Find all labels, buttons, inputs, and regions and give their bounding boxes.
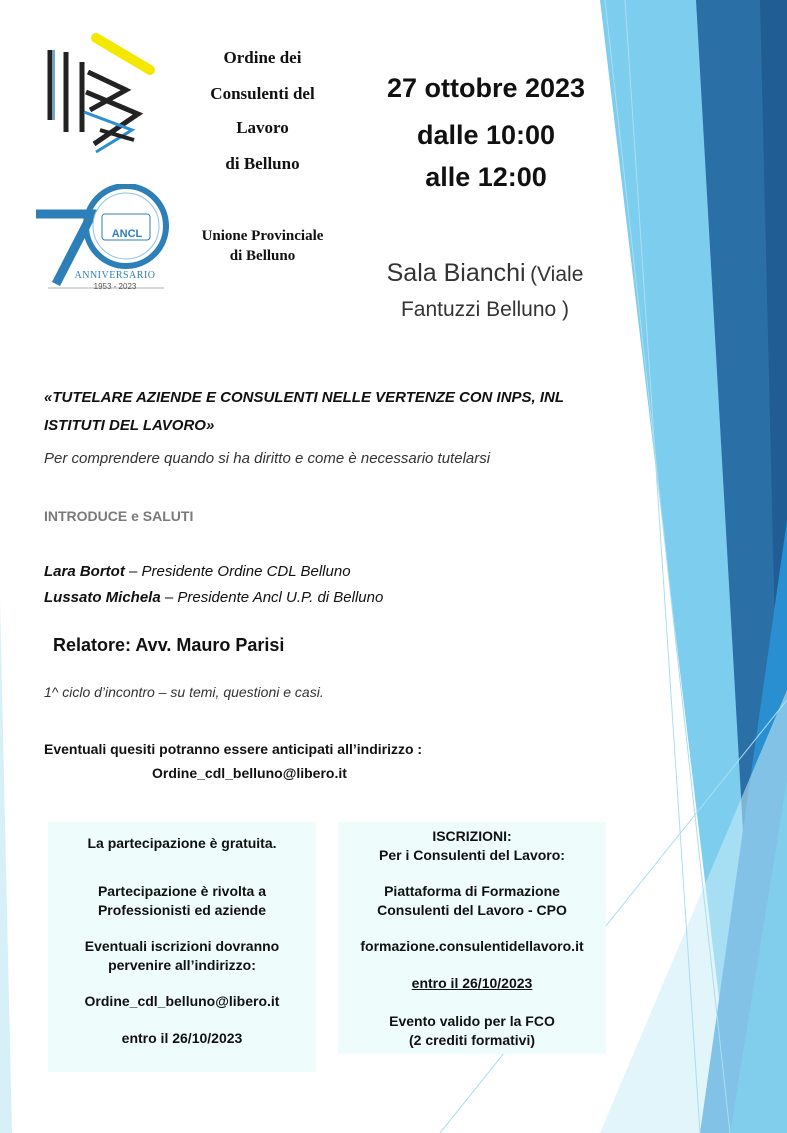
- box-left-line-5: pervenire all’indirizzo:: [108, 957, 256, 973]
- venue-line-2: Fantuzzi Belluno ): [400, 298, 570, 321]
- box-left-line-2: Partecipazione è rivolta a: [97, 883, 267, 899]
- box-right-line-3: Piattaforma di Formazione: [384, 883, 560, 899]
- box-left-line-4: Eventuali iscrizioni dovranno: [84, 938, 280, 954]
- box-right-line-1: ISCRIZIONI:: [432, 828, 512, 844]
- org-line-3: Lavoro: [236, 118, 289, 137]
- venue-main: Sala Bianchi: [386, 259, 526, 287]
- event-date: 27 ottobre 2023: [386, 73, 586, 103]
- box-right-line-2: Per i Consulenti del Lavoro:: [379, 847, 565, 863]
- event-time-start: dalle 10:00: [416, 120, 556, 150]
- box-left-deadline: entro il 26/10/2023: [121, 1030, 243, 1046]
- venue-line-1: [340, 259, 630, 288]
- org-line-4: di Belluno: [225, 154, 300, 173]
- subtitle: Per comprendere quando si ha diritto e come è necessario tutelarsi: [44, 450, 491, 467]
- speaker-2: [44, 589, 383, 606]
- org-line-2: Consulenti del: [210, 84, 315, 103]
- event-time-end: alle 12:00: [425, 162, 547, 192]
- speaker-1-name: Lara Bortot: [44, 563, 125, 580]
- speaker-1: [44, 563, 351, 580]
- info-box-right: [338, 822, 606, 1054]
- box-right-line-8: (2 crediti formativi): [408, 1032, 536, 1048]
- quesiti-text: Eventuali quesiti potranno essere anticipati all’indirizzo :: [44, 741, 423, 757]
- box-right-line-7: Evento valido per la FCO: [389, 1013, 555, 1029]
- speaker-2-name: Lussato Michela: [44, 589, 161, 606]
- box-right-deadline: entro il 26/10/2023: [411, 975, 533, 991]
- venue-paren: (Viale: [530, 263, 584, 286]
- box-left-line-3: Professionisti ed aziende: [97, 902, 267, 918]
- union-line-2: di Belluno: [229, 248, 296, 264]
- union-line-1: Unione Provinciale: [201, 228, 324, 244]
- anniversary-years: 1953 - 2023: [93, 282, 137, 291]
- anniversary-label: ANNIVERSARIO: [74, 270, 156, 281]
- relatore: Relatore: Avv. Mauro Parisi: [53, 635, 285, 655]
- box-right-url[interactable]: formazione.consulentidellavoro.it: [360, 938, 584, 954]
- title-line-2: ISTITUTI DEL LAVORO»: [44, 417, 215, 434]
- org-line-1: Ordine dei: [223, 48, 302, 67]
- box-left-email[interactable]: Ordine_cdl_belluno@libero.it: [84, 993, 280, 1009]
- ordine-logo: [38, 32, 158, 157]
- intro-heading: INTRODUCE e SALUTI: [44, 508, 194, 524]
- left-edge-sliver: [0, 600, 12, 1133]
- speaker-1-role: – Presidente Ordine CDL Belluno: [124, 563, 351, 580]
- box-left-line-1: La partecipazione è gratuita.: [87, 835, 277, 851]
- anniversary-logo: [34, 184, 174, 296]
- speaker-2-role: – Presidente Ancl U.P. di Belluno: [160, 589, 384, 606]
- ancl-badge: ANCL: [111, 228, 143, 240]
- title-line-1: «TUTELARE AZIENDE E CONSULENTI NELLE VERTENZE CON INPS, INL: [44, 389, 565, 406]
- quesiti-email[interactable]: Ordine_cdl_belluno@libero.it: [152, 765, 347, 781]
- box-right-line-4: Consulenti del Lavoro - CPO: [377, 902, 567, 918]
- ciclo-text: 1^ ciclo d’incontro – su temi, questioni e casi.: [44, 684, 324, 700]
- info-box-left: [48, 822, 316, 1072]
